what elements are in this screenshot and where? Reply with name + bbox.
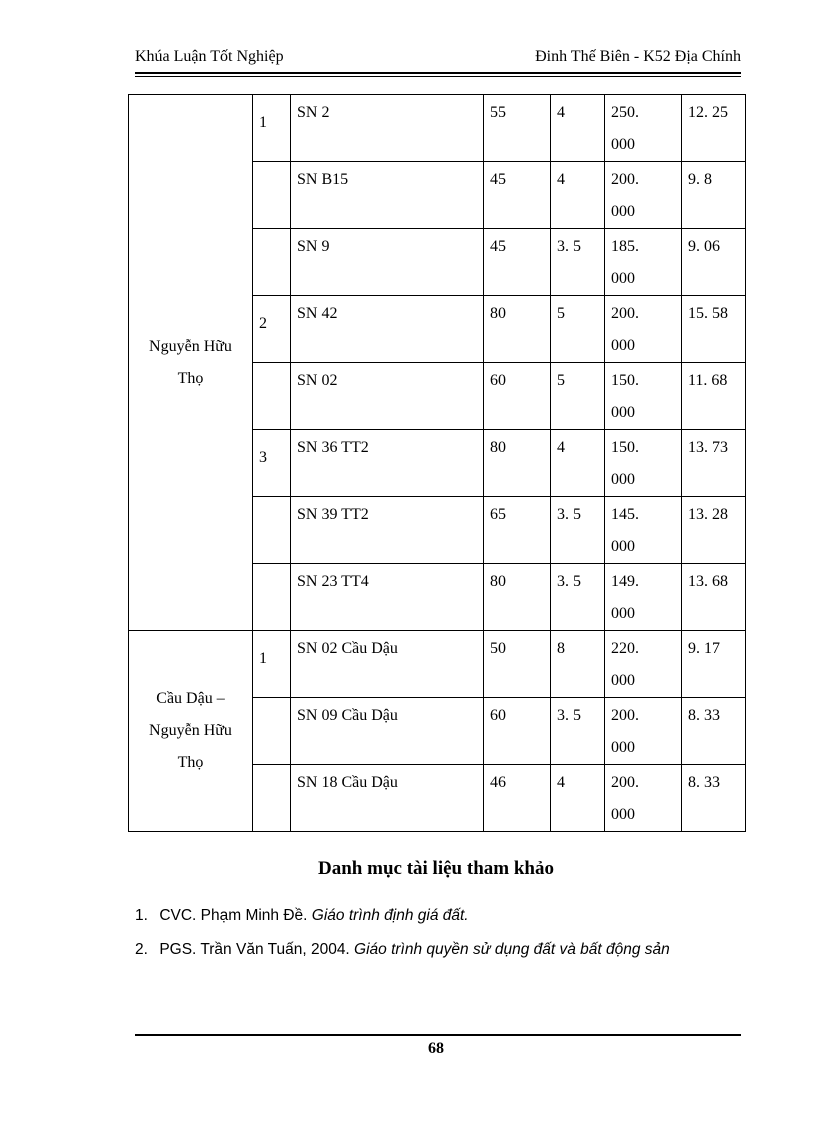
house-number-cell: SN 42: [291, 296, 484, 363]
group-number-cell: [253, 765, 291, 832]
price-line-2: 000: [611, 404, 635, 421]
frontage-width-cell: 4: [551, 765, 605, 832]
price-line-2: 000: [611, 203, 635, 220]
house-number-cell: SN B15: [291, 162, 484, 229]
references-list: [135, 904, 785, 972]
frontage-width-cell: 5: [551, 363, 605, 430]
header-left-title: Khúa Luận Tốt Nghiệp: [135, 48, 284, 65]
reference-title: Giáo trình quyền sử dụng đất và bất động sản: [354, 941, 670, 958]
house-number-cell: SN 09 Cầu Dậu: [291, 698, 484, 765]
table-row: [129, 95, 746, 162]
group-number-cell: [253, 229, 291, 296]
reference-author: PGS. Trần Văn Tuấn, 2004.: [159, 941, 355, 958]
frontage-width-cell: 4: [551, 162, 605, 229]
area-cell: 80: [484, 430, 551, 497]
area-cell: 80: [484, 296, 551, 363]
ratio-cell: 13. 68: [682, 564, 746, 631]
price-line-2: 000: [611, 806, 635, 823]
area-cell: 55: [484, 95, 551, 162]
price-cell: [605, 229, 682, 296]
price-cell: [605, 497, 682, 564]
area-cell: 50: [484, 631, 551, 698]
frontage-width-cell: 3. 5: [551, 229, 605, 296]
ratio-cell: 9. 06: [682, 229, 746, 296]
area-cell: 45: [484, 229, 551, 296]
price-line-1: 150.: [611, 372, 639, 389]
group-number-cell: 3: [253, 430, 291, 497]
table-row: [129, 631, 746, 698]
area-cell: 46: [484, 765, 551, 832]
price-line-2: 000: [611, 672, 635, 689]
house-number-cell: SN 23 TT4: [291, 564, 484, 631]
price-cell: [605, 564, 682, 631]
price-line-1: 250.: [611, 104, 639, 121]
group-number-cell: [253, 497, 291, 564]
ratio-cell: 13. 73: [682, 430, 746, 497]
reference-number: 1.: [135, 907, 148, 924]
page-header: [135, 48, 741, 72]
price-cell: [605, 95, 682, 162]
price-line-2: 000: [611, 739, 635, 756]
price-line-2: 000: [611, 270, 635, 287]
price-line-1: 220.: [611, 640, 639, 657]
price-cell: [605, 765, 682, 832]
header-right-author: Đinh Thế Biên - K52 Địa Chính: [535, 48, 741, 65]
price-line-2: 000: [611, 337, 635, 354]
ratio-cell: 12. 25: [682, 95, 746, 162]
ratio-cell: 9. 17: [682, 631, 746, 698]
price-line-1: 145.: [611, 506, 639, 523]
group-number-cell: 1: [253, 631, 291, 698]
frontage-width-cell: 5: [551, 296, 605, 363]
street-name-cell: Nguyễn Hữu Thọ: [129, 95, 253, 631]
house-number-cell: SN 36 TT2: [291, 430, 484, 497]
price-line-1: 185.: [611, 238, 639, 255]
frontage-width-cell: 3. 5: [551, 698, 605, 765]
header-rule-thick: [135, 72, 741, 74]
group-number-cell: 2: [253, 296, 291, 363]
price-line-2: 000: [611, 471, 635, 488]
price-cell: [605, 430, 682, 497]
house-number-cell: SN 18 Cầu Dậu: [291, 765, 484, 832]
price-cell: [605, 631, 682, 698]
price-line-1: 150.: [611, 439, 639, 456]
ratio-cell: 13. 28: [682, 497, 746, 564]
reference-item-2: [135, 938, 785, 972]
street-name-cell: Cầu Dậu – Nguyễn Hữu Thọ: [129, 631, 253, 832]
references-title: Danh mục tài liệu tham khảo: [318, 858, 554, 879]
price-line-2: 000: [611, 605, 635, 622]
price-line-1: 200.: [611, 171, 639, 188]
reference-item-1: [135, 904, 785, 938]
price-cell: [605, 363, 682, 430]
frontage-width-cell: 8: [551, 631, 605, 698]
header-rule-thin: [135, 76, 741, 77]
ratio-cell: 15. 58: [682, 296, 746, 363]
price-cell: [605, 698, 682, 765]
area-cell: 45: [484, 162, 551, 229]
reference-author: CVC. Phạm Minh Đề.: [159, 907, 312, 924]
group-number-cell: [253, 162, 291, 229]
ratio-cell: 11. 68: [682, 363, 746, 430]
group-number-cell: [253, 564, 291, 631]
area-cell: 80: [484, 564, 551, 631]
price-line-1: 149.: [611, 573, 639, 590]
group-number-cell: [253, 698, 291, 765]
area-cell: 60: [484, 363, 551, 430]
reference-number: 2.: [135, 941, 148, 958]
group-number-cell: [253, 363, 291, 430]
reference-title: Giáo trình định giá đất.: [311, 907, 469, 924]
frontage-width-cell: 4: [551, 430, 605, 497]
footer-rule: [135, 1034, 741, 1036]
house-number-cell: SN 39 TT2: [291, 497, 484, 564]
price-line-2: 000: [611, 538, 635, 555]
price-table: [128, 94, 746, 832]
frontage-width-cell: 4: [551, 95, 605, 162]
price-line-1: 200.: [611, 305, 639, 322]
page-number: 68: [428, 1040, 444, 1057]
ratio-cell: 8. 33: [682, 698, 746, 765]
area-cell: 65: [484, 497, 551, 564]
price-table-body: [129, 95, 746, 832]
area-cell: 60: [484, 698, 551, 765]
ratio-cell: 8. 33: [682, 765, 746, 832]
house-number-cell: SN 02 Cầu Dậu: [291, 631, 484, 698]
ratio-cell: 9. 8: [682, 162, 746, 229]
group-number-cell: 1: [253, 95, 291, 162]
price-cell: [605, 296, 682, 363]
price-cell: [605, 162, 682, 229]
frontage-width-cell: 3. 5: [551, 497, 605, 564]
house-number-cell: SN 9: [291, 229, 484, 296]
price-line-2: 000: [611, 136, 635, 153]
house-number-cell: SN 02: [291, 363, 484, 430]
price-line-1: 200.: [611, 774, 639, 791]
frontage-width-cell: 3. 5: [551, 564, 605, 631]
price-line-1: 200.: [611, 707, 639, 724]
house-number-cell: SN 2: [291, 95, 484, 162]
